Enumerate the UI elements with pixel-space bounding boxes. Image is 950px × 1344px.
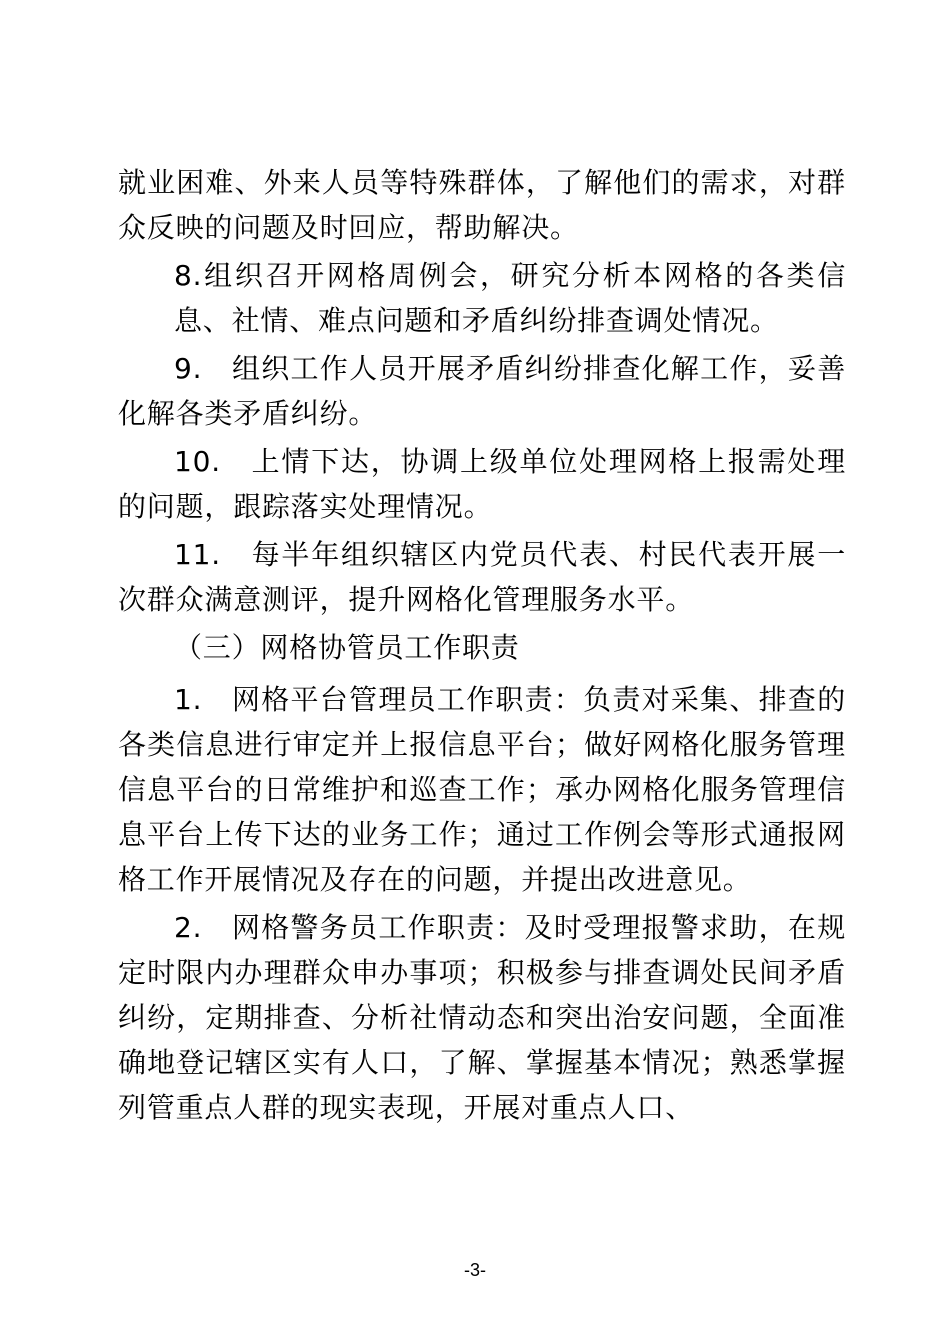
document-body — [118, 160, 846, 1133]
page-number: -3- — [464, 1260, 486, 1280]
paragraph-continuation: 就业困难、外来人员等特殊群体，了解他们的需求，对群众反映的问题及时回应，帮助解决。 — [118, 166, 846, 244]
paragraph-item-11: 11. 每半年组织辖区内党员代表、村民代表开展一次群众满意测评，提升网格化管理服务水平。 — [118, 538, 846, 616]
paragraph-item-10: 10. 上情下达，协调上级单位处理网格上报需处理的问题，跟踪落实处理情况。 — [118, 445, 846, 523]
paragraph-duty-1: 1. 网格平台管理员工作职责：负责对采集、排查的各类信息进行审定并上报信息平台；做好网格化服务管理信息平台的日常维护和巡查工作；承办网格化服务管理信息平台上传下达的业务工作；通过工作例会等形式通报网格工作开展情况及存在的问题，并提出改进意见。 — [118, 683, 846, 896]
paragraph-item-9: 9. 组织工作人员开展矛盾纠纷排查化解工作，妥善化解各类矛盾纠纷。 — [118, 352, 846, 430]
paragraph-item-8: 8.组织召开网格周例会，研究分析本网格的各类信息、社情、难点问题和矛盾纠纷排查调处情况。 — [174, 259, 846, 337]
section-heading: （三）网格协管员工作职责 — [174, 631, 520, 664]
paragraph-duty-2: 2. 网格警务员工作职责：及时受理报警求助，在规定时限内办理群众申办事项；积极参与排查调处民间矛盾纠纷，定期排查、分析社情动态和突出治安问题，全面准确地登记辖区实有人口，了解、掌握基本情况；熟悉掌握列管重点人群的现实表现，开展对重点人口、 — [118, 911, 846, 1124]
